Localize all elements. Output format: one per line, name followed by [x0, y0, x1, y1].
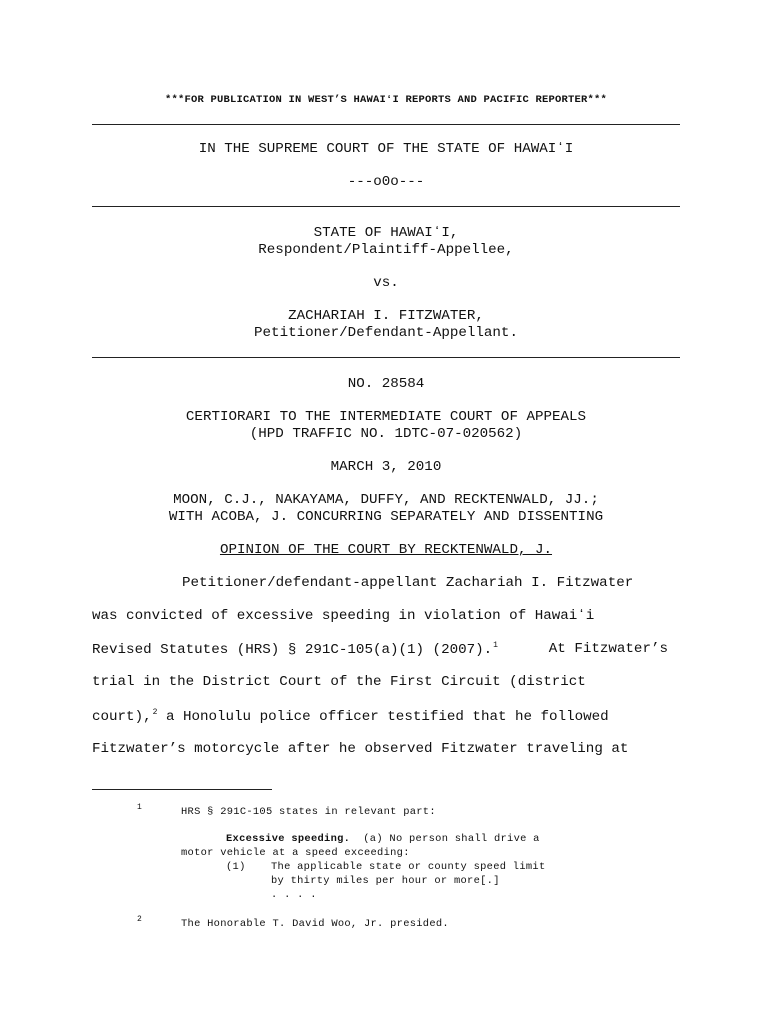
respondent-name: STATE OF HAWAIʻI,	[313, 225, 459, 241]
footnote-1-item-line-1: The applicable state or county speed limit	[271, 861, 546, 873]
certiorari-line: CERTIORARI TO THE INTERMEDIATE COURT OF APPEALS	[185, 409, 587, 425]
header-divider-top	[92, 124, 680, 125]
panel-line-2: WITH ACOBA, J. CONCURRING SEPARATELY AND DISSENTING	[168, 509, 604, 525]
footnote-1-ellipsis: . . . .	[271, 889, 317, 901]
body-line-3-text: Revised Statutes (HRS) § 291C-105(a)(1) (2007).	[92, 642, 493, 658]
footnote-separator	[92, 789, 272, 790]
court-name: IN THE SUPREME COURT OF THE STATE OF HAWAIʻI	[198, 141, 574, 157]
traffic-number: (HPD TRAFFIC NO. 1DTC-07-020562)	[249, 426, 523, 442]
footnote-1-quote-line-2: motor vehicle at a speed exceeding:	[181, 847, 410, 859]
footnote-1-item-label: (1)	[226, 861, 246, 873]
petitioner-name: ZACHARIAH I. FITZWATER,	[288, 308, 484, 324]
footnote-ref-2[interactable]: 2	[152, 708, 158, 717]
body-line-5-end: a Honolulu police officer testified that he followed	[165, 709, 609, 725]
footnote-2-number: 2	[137, 915, 142, 924]
footnote-1-quote-line-1	[226, 833, 540, 845]
body-line-6: Fitzwater’s motorcycle after he observed Fitzwater traveling at	[92, 741, 629, 757]
body-line-3	[92, 641, 680, 658]
footnote-1-item-line-2: by thirty miles per hour or more[.]	[271, 875, 500, 887]
body-line-4: trial in the District Court of the First Circuit (district	[92, 674, 586, 690]
decision-date: MARCH 3, 2010	[330, 459, 442, 475]
body-line-2: was convicted of excessive speeding in violation of Hawaiʻi	[92, 608, 595, 624]
footnote-1-heading: Excessive speeding.	[226, 833, 351, 845]
footnote-2-text: The Honorable T. David Woo, Jr. presided.	[181, 918, 449, 930]
footnote-ref-1[interactable]: 1	[493, 641, 498, 650]
caption-divider-bottom	[92, 357, 680, 358]
opinion-title: OPINION OF THE COURT BY RECKTENWALD, J.	[219, 542, 553, 558]
respondent-role: Respondent/Plaintiff-Appellee,	[258, 242, 514, 258]
ornament: ---o0o---	[347, 174, 425, 190]
footnote-1-quote-a: (a) No person shall drive a	[363, 833, 540, 845]
body-line-5-text: court),	[92, 709, 152, 725]
footnote-1-number: 1	[137, 803, 142, 812]
petitioner-role: Petitioner/Defendant-Appellant.	[254, 325, 518, 341]
body-line-3-end: At Fitzwater’s	[548, 641, 668, 657]
case-number: NO. 28584	[347, 376, 425, 392]
publication-banner: ***FOR PUBLICATION IN WEST’S HAWAIʻI REPORTS AND PACIFIC REPORTER***	[164, 94, 608, 106]
body-line-1: Petitioner/defendant-appellant Zachariah I. Fitzwater	[182, 575, 634, 591]
footnote-1-intro: HRS § 291C-105 states in relevant part:	[181, 806, 436, 818]
body-line-5	[92, 708, 609, 725]
panel-line-1: MOON, C.J., NAKAYAMA, DUFFY, AND RECKTENWALD, JJ.;	[173, 492, 599, 508]
caption-divider-top	[92, 206, 680, 207]
versus: vs.	[373, 275, 399, 291]
